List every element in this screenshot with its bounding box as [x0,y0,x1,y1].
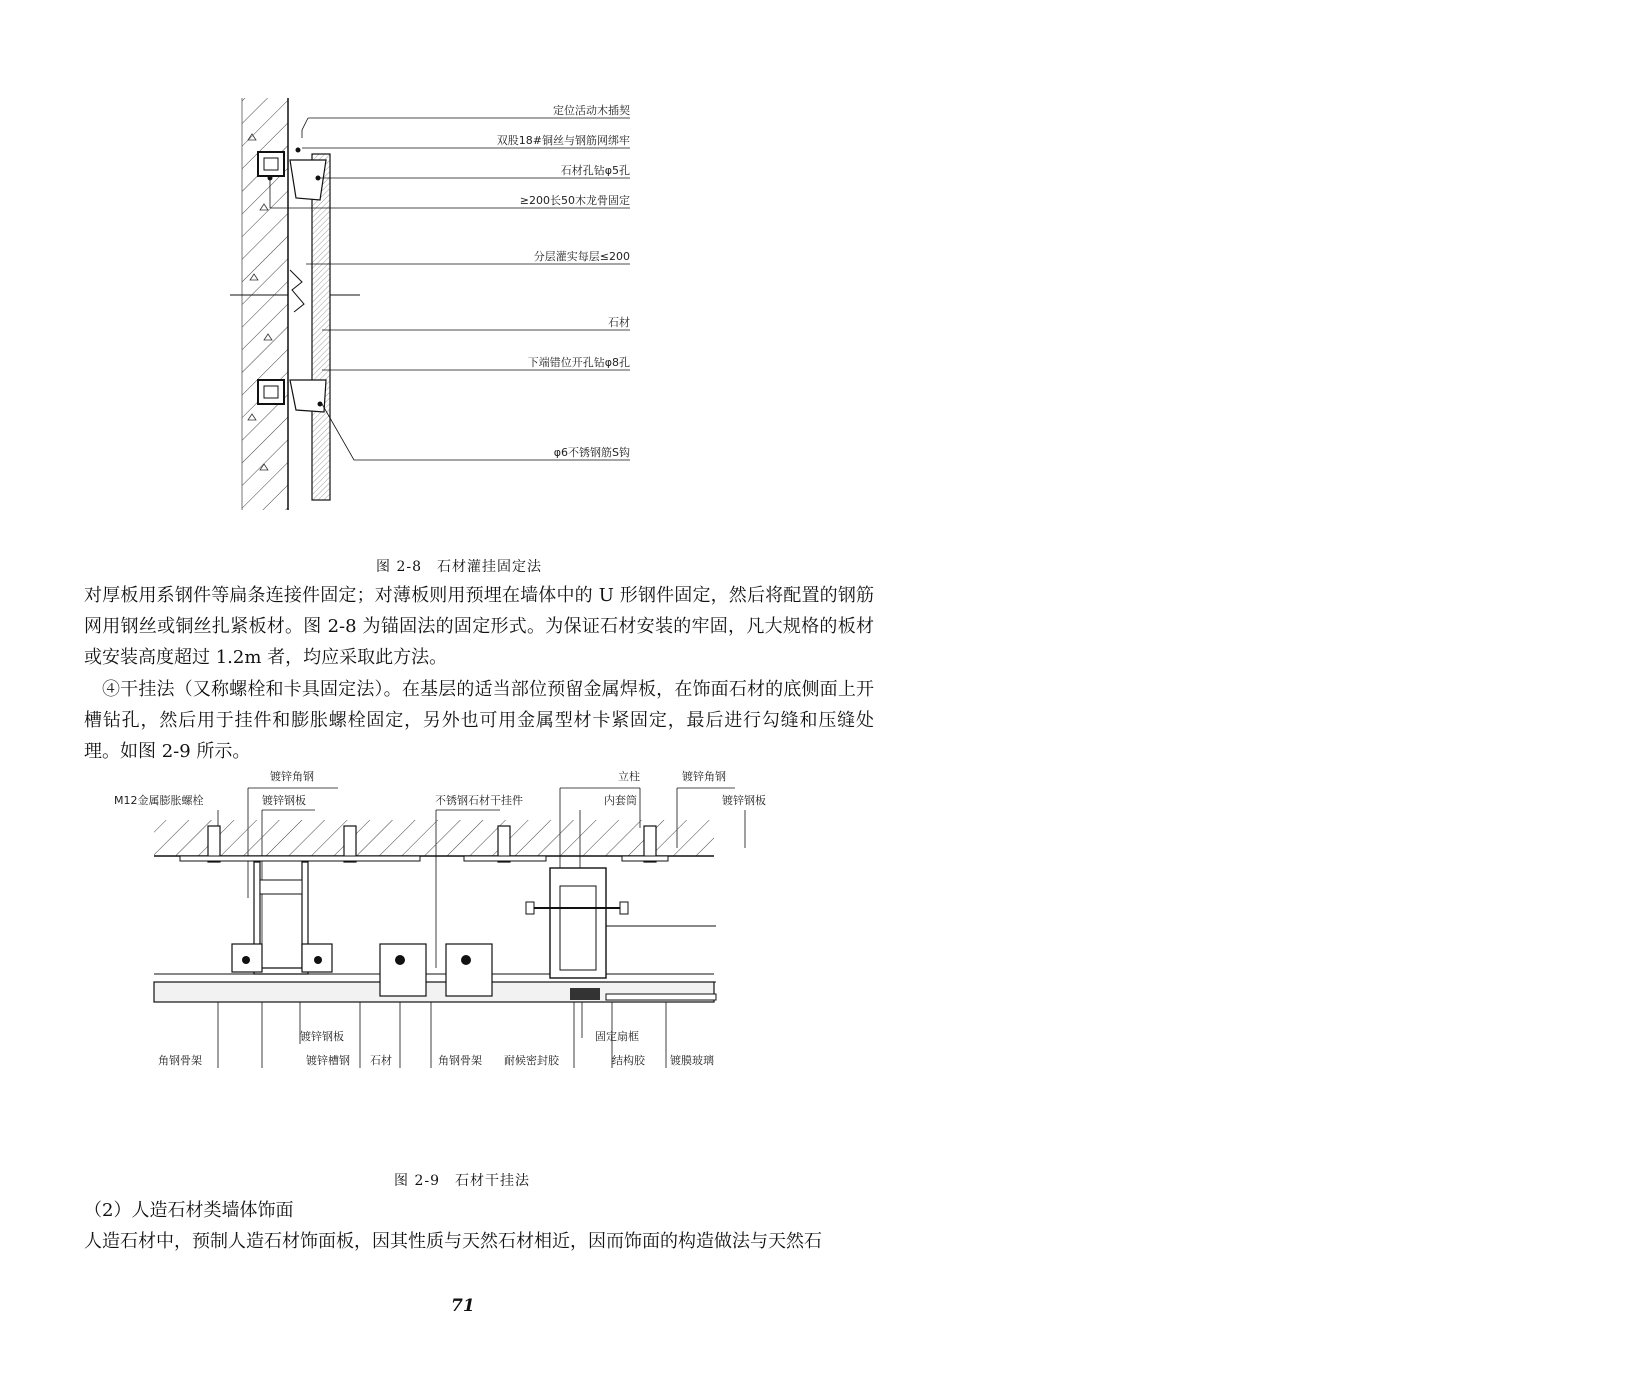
paragraph-3-text: 人造石材中，预制人造石材饰面板，因其性质与天然石材相近，因而饰面的构造做法与天然石 [84,1231,822,1252]
fig2-bottom-label-8: 结构胶 [612,1054,645,1067]
fig1-label-5: 分层灌实每层≤200 [533,250,630,263]
sealant [570,988,600,1000]
fig2-top-label-4: 不锈钢石材干挂件 [435,794,523,807]
fig1-label-2: 双股18#铜丝与钢筋网绑牢 [496,134,630,147]
fig2-bottom-label-1: 镀锌钢板 [300,1030,344,1043]
figure-2-9-caption: 图 2-9 石材干挂法 [394,1173,530,1189]
fig2-top-label-7: 内套筒 [604,794,637,807]
fig2-top-label-8: 镀锌钢板 [722,794,766,807]
fig2-bottom-label-6: 角钢骨架 [438,1054,482,1067]
fig1-label-6: 石材 [608,316,630,329]
paragraph-3 [84,1226,874,1257]
concrete-base [154,820,714,856]
paragraph-2-text: ④干挂法（又称螺栓和卡具固定法）。在基层的适当部位预留金属焊板，在饰面石材的底侧面上开槽钻孔，然后用于挂件和膨胀螺栓固定，另外也可用金属型材卡紧固定，最后进行勾缝和压缝处理。如图 2-9 所示。 [84,679,874,762]
fig1-label-8: φ6不锈钢筋S钩 [553,446,630,459]
fig2-bottom-label-2: 固定扇框 [595,1030,639,1043]
paragraph-2 [84,674,874,767]
fig1-label-4: ≥200长50木龙骨固定 [519,194,630,207]
fig1-label-1: 定位活动木插契 [553,104,630,117]
figure-2-8-drawing [230,90,670,535]
fig2-bottom-label-5: 石材 [370,1054,392,1067]
figure-2-9-drawing [114,768,790,1138]
figure-2-8-caption: 图 2-8 石材灌挂固定法 [376,559,542,575]
fig2-bottom-label-7: 耐候密封胶 [504,1054,559,1067]
fig2-top-label-2: M12金属膨胀螺栓 [114,794,204,807]
paragraph-1 [84,580,874,673]
fig2-top-label-5: 立柱 [618,770,640,783]
fig2-top-label-1: 镀锌角钢 [270,770,314,783]
fig2-top-label-6: 镀锌角钢 [682,770,726,783]
fig1-label-3: 石材孔钻φ5孔 [560,164,630,177]
page-number: 71 [451,1296,475,1316]
fig2-top-label-3: 镀锌钢板 [262,794,306,807]
stone-panel [312,154,330,500]
fig2-bottom-label-3: 角钢骨架 [158,1054,202,1067]
fig2-bottom-label-4: 镀锌槽钢 [306,1054,350,1067]
paragraph-1-text: 对厚板用系钢件等扁条连接件固定；对薄板则用预埋在墙体中的 U 形钢件固定，然后将配置的钢筋网用钢丝或铜丝扎紧板材。图 2-8 为锚固法的固定形式。为保证石材安装的牢固，凡大规格的板材或安装高度超过 1.2m 者，均应采取此方法。 [84,585,874,668]
fig2-bottom-label-9: 镀膜玻璃 [670,1054,714,1067]
section-heading: （2）人造石材类墙体饰面 [84,1200,294,1221]
fig1-label-7: 下端错位开孔钻φ8孔 [527,356,630,369]
